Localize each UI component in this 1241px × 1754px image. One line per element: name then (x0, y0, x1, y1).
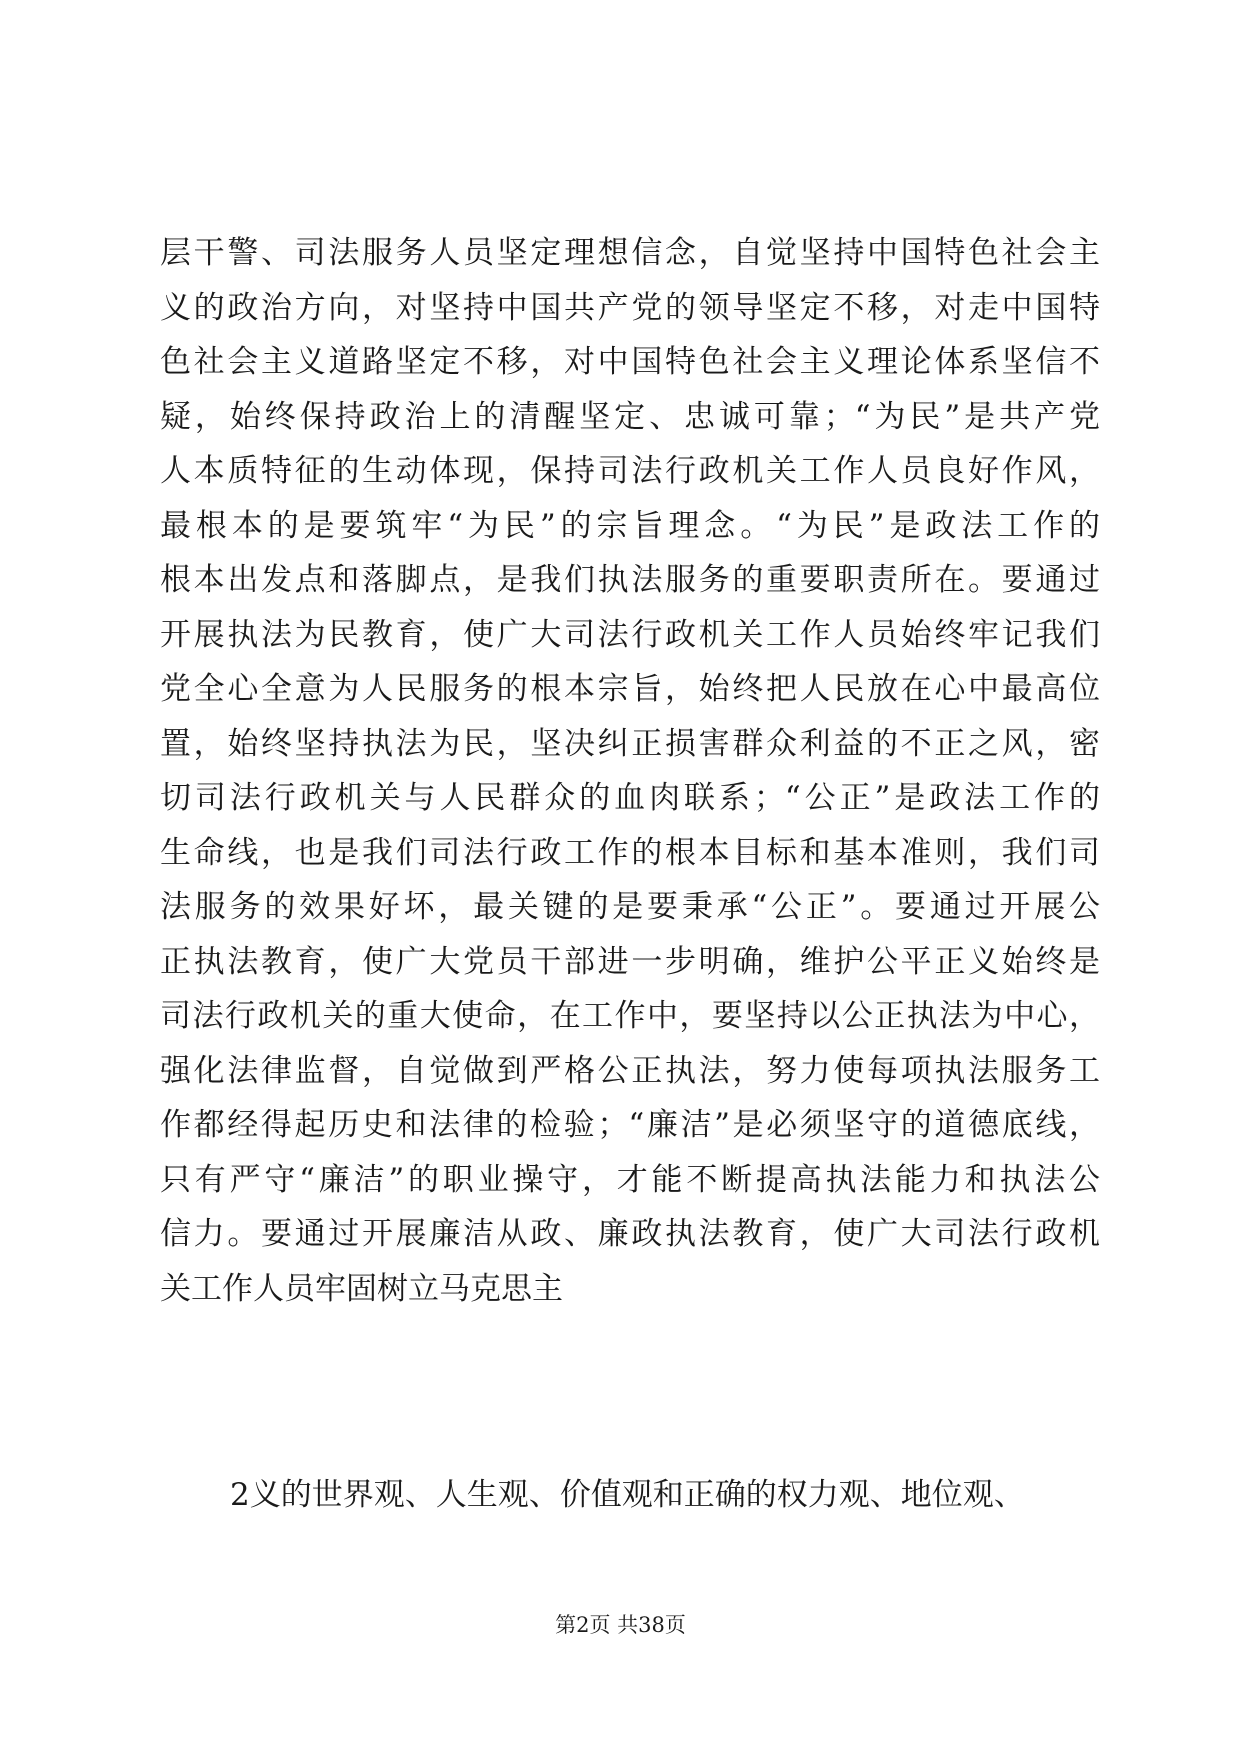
text-line: 义的政治方向，对坚持中国共产党的领导坚定不移，对走中国特 (160, 289, 1100, 326)
text-line: 最根本的是要筑牢“为民”的宗旨理念。“为民”是政法工作的 (160, 507, 1100, 544)
body-text (160, 226, 1100, 1513)
paragraph-2-line (160, 1468, 1100, 1523)
text-line: 根本出发点和落脚点，是我们执法服务的重要职责所在。要通过 (160, 562, 1100, 598)
text-line: 开展执法为民教育，使广大司法行政机关工作人员始终牢记我们 (160, 616, 1100, 653)
text-line: 司法行政机关的重大使命，在工作中，要坚持以公正执法为中心， (160, 998, 1100, 1034)
text-line: 切司法行政机关与人民群众的血肉联系；“公正”是政法工作的 (160, 780, 1100, 816)
text-line: 色社会主义道路坚定不移，对中国特色社会主义理论体系坚信不 (160, 344, 1100, 380)
page-footer: 第2页 共38页 (555, 1613, 686, 1637)
text-line: 疑，始终保持政治上的清醒坚定、忠诚可靠；“为民”是共产党 (160, 398, 1100, 435)
text-line: 层干警、司法服务人员坚定理想信念，自觉坚持中国特色社会主 (160, 235, 1100, 271)
paragraph-2-text: 2义的世界观、人生观、价值观和正确的权力观、地位观、 (230, 1477, 1025, 1513)
text-line: 信力。要通过开展廉洁从政、廉政执法教育，使广大司法行政机 (160, 1216, 1100, 1252)
text-line: 正执法教育，使广大党员干部进一步明确，维护公平正义始终是 (160, 943, 1100, 980)
text-line: 党全心全意为人民服务的根本宗旨，始终把人民放在心中最高位 (160, 671, 1100, 707)
text-line: 置，始终坚持执法为民，坚决纠正损害群众利益的不正之风，密 (160, 725, 1100, 762)
text-line: 人本质特征的生动体现，保持司法行政机关工作人员良好作风， (160, 453, 1100, 489)
text-line: 生命线，也是我们司法行政工作的根本目标和基本准则，我们司 (160, 834, 1100, 871)
text-line: 法服务的效果好坏，最关键的是要秉承“公正”。要通过开展公 (160, 889, 1100, 925)
text-line: 只有严守“廉洁”的职业操守，才能不断提高执法能力和执法公 (160, 1161, 1100, 1198)
text-line: 强化法律监督，自觉做到严格公正执法，努力使每项执法服务工 (160, 1052, 1100, 1089)
text-line: 关工作人员牢固树立马克思主 (160, 1270, 563, 1307)
text-line: 作都经得起历史和法律的检验；“廉洁”是必须坚守的道德底线， (160, 1107, 1100, 1143)
